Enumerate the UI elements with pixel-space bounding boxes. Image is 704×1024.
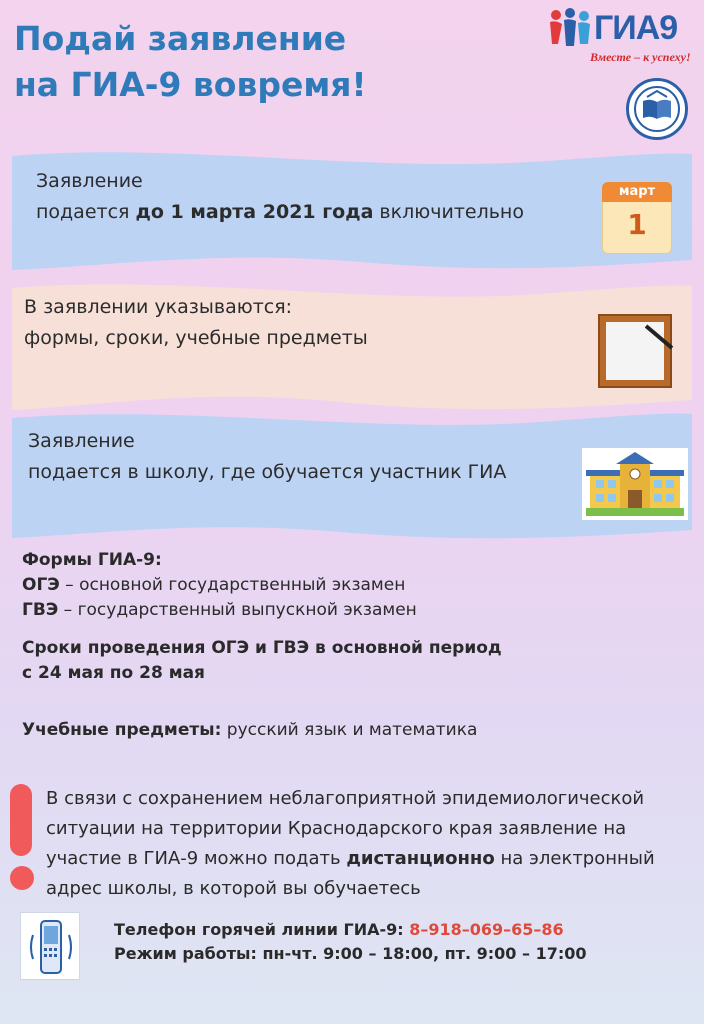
pen-icon: [600, 316, 674, 390]
subjects-value: русский язык и математика: [221, 720, 478, 740]
hotline-hours: Режим работы: пн-чт. 9:00 – 18:00, пт. 9:00 – 17:00: [114, 944, 587, 963]
logo-slogan: Вместе – к успеху!: [590, 50, 691, 64]
title-line-2: на ГИА-9 вовремя!: [14, 65, 367, 104]
forms-heading: Формы ГИА-9:: [22, 550, 162, 570]
ministry-emblem: [626, 78, 688, 140]
content-banner: [0, 278, 704, 416]
book-emblem-icon: [629, 81, 685, 137]
subjects-section: [22, 718, 477, 743]
people-logo-icon: [546, 8, 594, 48]
notice-line-2: ситуации на территории Краснодарского края заявление на: [46, 818, 627, 839]
exclamation-dot-icon: [10, 866, 34, 890]
exclamation-bar-icon: [10, 784, 32, 856]
calendar-day: 1: [627, 208, 647, 241]
logo-text: ГИА9: [594, 8, 678, 47]
content-text: [24, 292, 368, 354]
forms-section: [22, 548, 417, 623]
dates-line-2: с 24 мая по 28 мая: [22, 663, 205, 683]
notice-line-4: адрес школы, в которой вы обучаетесь: [46, 878, 421, 899]
gia9-logo: [546, 8, 698, 68]
dates-line-1: Сроки проведения ОГЭ и ГВЭ в основной период: [22, 638, 502, 658]
school-line-2: подается в школу, где обучается участник ГИА: [28, 461, 507, 483]
notice-line-1: В связи с сохранением неблагоприятной эпидемиологической: [46, 788, 645, 809]
school-text: [28, 426, 506, 488]
deadline-line-1: Заявление: [36, 170, 143, 192]
title-line-1: Подай заявление: [14, 19, 347, 58]
hotline-phone[interactable]: 8–918–069–65–86: [409, 920, 564, 939]
deadline-banner: [0, 148, 704, 274]
school-line-1: Заявление: [28, 430, 135, 452]
school-banner: [0, 404, 704, 544]
hotline-info: [114, 918, 587, 966]
remote-notice: [46, 784, 686, 904]
dates-section: [22, 636, 502, 686]
calendar-icon: [602, 182, 672, 254]
hotline-line: [114, 918, 587, 942]
calendar-month: март: [602, 182, 672, 202]
subjects-label: Учебные предметы:: [22, 720, 222, 740]
notice-line-3: участие в ГИА-9 можно подать дистанционно на электронный: [46, 848, 655, 869]
deadline-text: [36, 166, 524, 228]
oge-line: ОГЭ – основной государственный экзамен: [22, 575, 406, 595]
content-line-1: В заявлении указываются:: [24, 296, 293, 318]
deadline-line-2: подается до 1 марта 2021 года включительно: [36, 201, 524, 223]
content-line-2: формы, сроки, учебные предметы: [24, 327, 368, 349]
mobile-phone-icon: [20, 912, 80, 980]
hotline-label: Телефон горячей линии ГИА-9:: [114, 920, 410, 939]
page-title: [14, 16, 367, 108]
gve-line: ГВЭ – государственный выпускной экзамен: [22, 600, 417, 620]
document-icon: [598, 314, 672, 388]
school-building-icon: [582, 448, 688, 520]
